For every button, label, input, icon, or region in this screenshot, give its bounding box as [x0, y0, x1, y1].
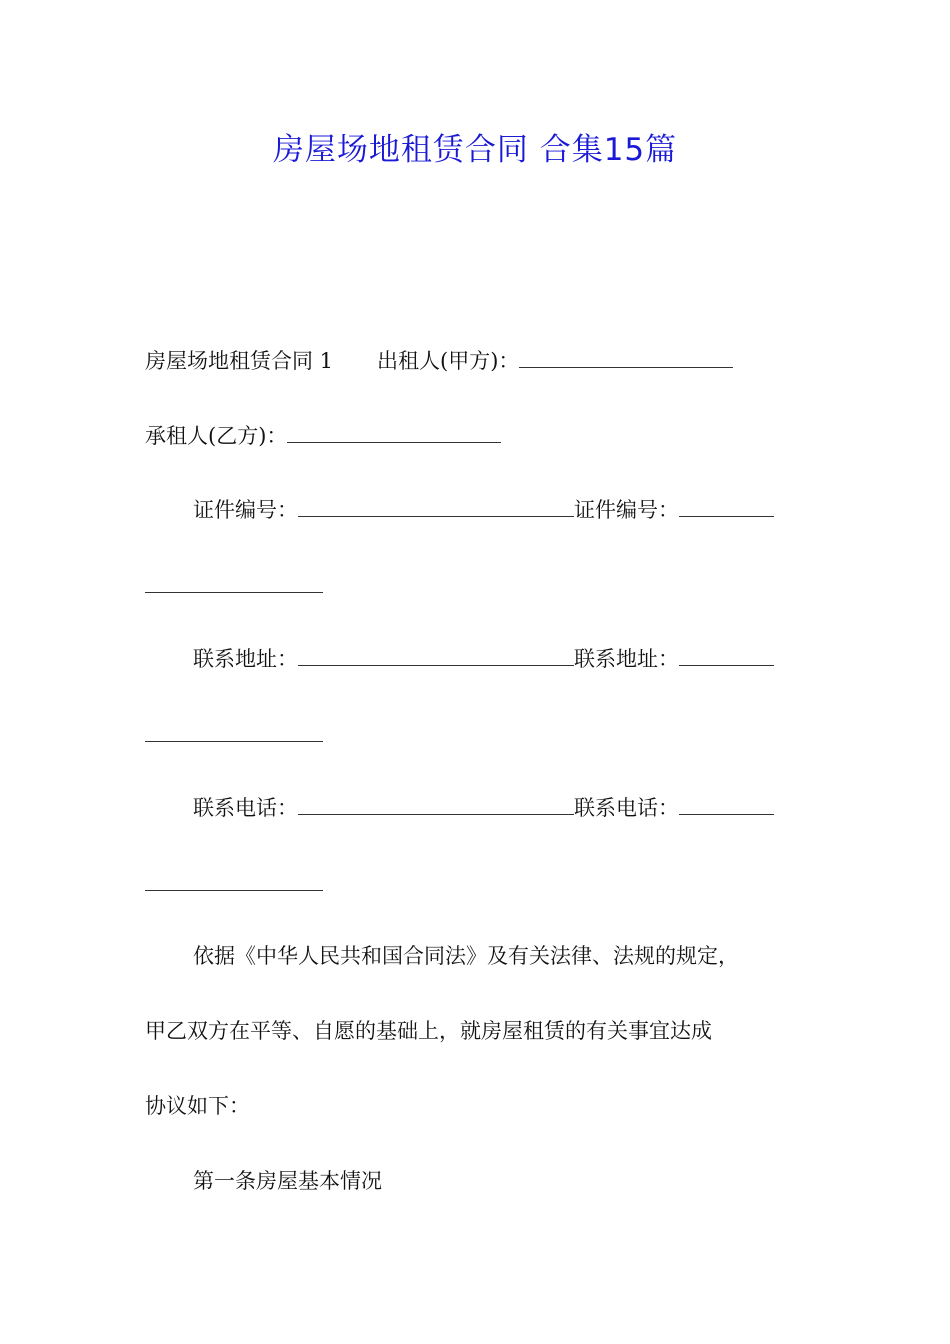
lessee-label: 承租人(乙方)：: [145, 424, 288, 448]
lessor-label: 出租人(甲方)：: [377, 349, 520, 373]
phone-line: [145, 792, 830, 823]
id-number-label-a: 证件编号：: [193, 498, 298, 522]
id-number-line: [145, 494, 830, 525]
phone-blank-b: [679, 792, 774, 815]
phone-label-a: 联系电话：: [193, 796, 298, 820]
section-heading-text: 第一条房屋基本情况: [193, 1169, 382, 1193]
address-blank-b: [679, 643, 774, 666]
paragraph-line: [145, 1016, 830, 1046]
section-heading: [145, 1166, 830, 1196]
contract-number-label: 房屋场地租赁合同 1: [145, 349, 334, 373]
id-number-blank-a: [298, 494, 574, 517]
id-number-blank-b: [679, 494, 774, 517]
address-line: [145, 643, 830, 674]
address-blank-a: [298, 643, 574, 666]
lessee-line: [145, 420, 830, 451]
address-label-a: 联系地址：: [193, 647, 298, 671]
id-number-label-b: 证件编号：: [574, 498, 679, 522]
paragraph-text: 依据《中华人民共和国合同法》及有关法律、法规的规定，: [193, 944, 739, 968]
document-title: 房屋场地租赁合同 合集15篇: [272, 132, 678, 168]
paragraph-line: [145, 941, 830, 971]
address-label-b: 联系地址：: [574, 647, 679, 671]
phone-blank-a: [298, 792, 574, 815]
contract-heading-line: [145, 345, 830, 376]
id-number-blank-b-cont: [145, 570, 323, 593]
lessee-blank: [287, 420, 501, 443]
phone-blank-b-cont: [145, 868, 323, 891]
address-blank-b-cont: [145, 719, 323, 742]
phone-continuation: [145, 868, 830, 899]
phone-label-b: 联系电话：: [574, 796, 679, 820]
lessor-blank: [519, 345, 733, 368]
paragraph-text: 协议如下：: [145, 1094, 250, 1118]
paragraph-line: [145, 1091, 830, 1121]
paragraph-text: 甲乙双方在平等、自愿的基础上，就房屋租赁的有关事宜达成: [145, 1019, 712, 1043]
address-continuation: [145, 719, 830, 750]
id-number-continuation: [145, 570, 830, 601]
